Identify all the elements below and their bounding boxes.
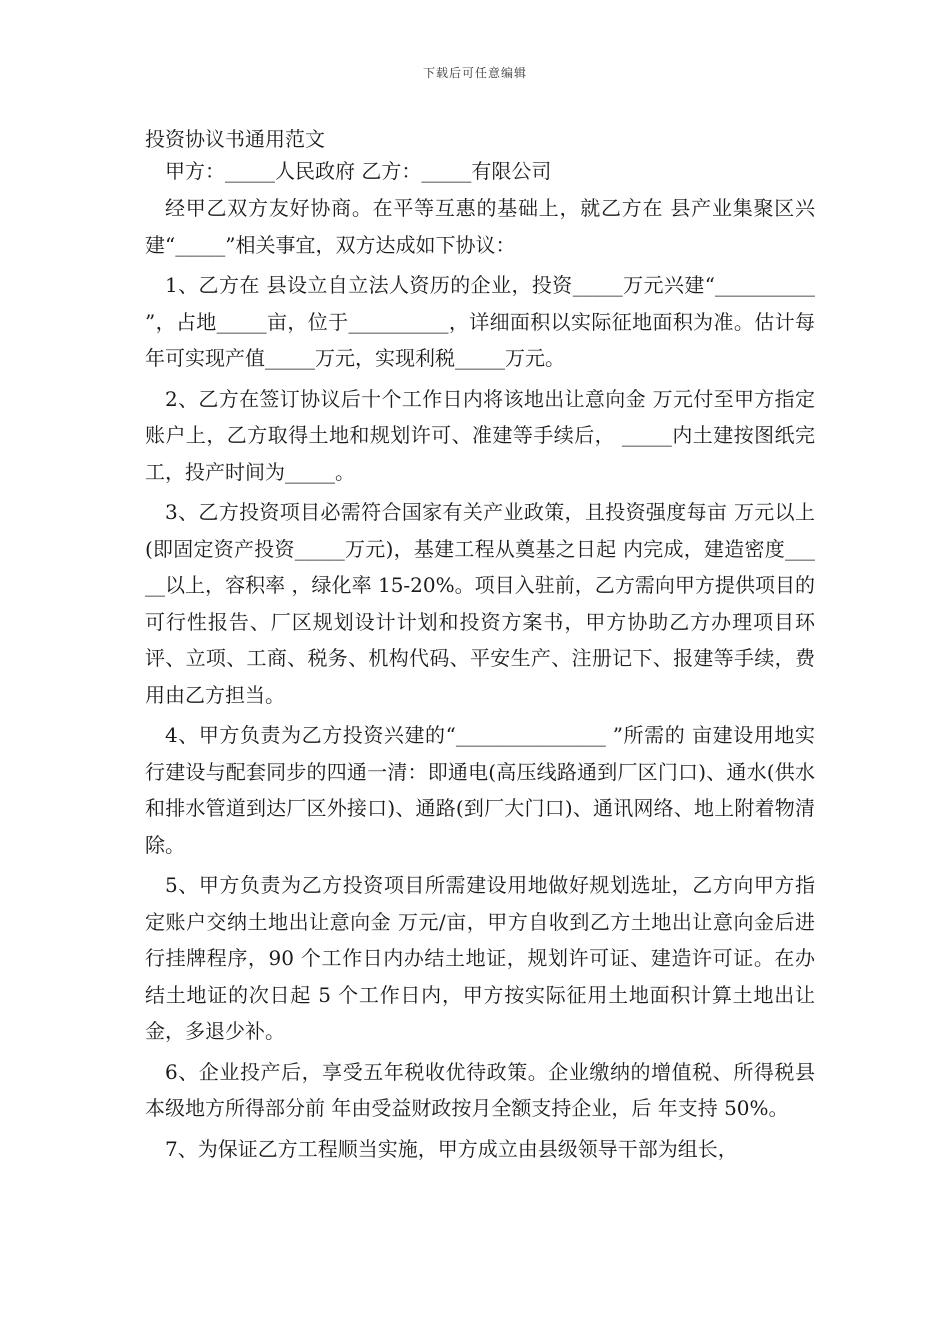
paragraph-clause-4: 4、甲方负责为乙方投资兴建的“_______________ ”所需的 亩建设用地实行建设与配套同步的四通一清：即通电(高压线路通到厂区门口)、通水(供水和排水管道到达厂区外接口)、通路(到厂大门口)、通讯网络、地上附着物清除。 xyxy=(145,723,815,857)
paragraph-clause-7: 7、为保证乙方工程顺当实施，甲方成立由县级领导干部为组长， xyxy=(165,1136,738,1161)
paragraph-clause-5: 5、甲方负责为乙方投资项目所需建设用地做好规划选址，乙方向甲方指定账户交纳土地出让意向金 万元/亩，甲方自收到乙方土地出让意向金后进行挂牌程序，90 个工作日内办结土地证，规划许可证、建造许可证。在办结土地证的次日起 5 个工作日内，甲方按实际征用土地面积计算土地出让金，多退少补。 xyxy=(145,873,815,1043)
parties-line: 甲方：_____人民政府 乙方：_____有限公司 xyxy=(165,159,552,183)
paragraph-clause-2: 2、乙方在签订协议后十个工作日内将该地出让意向金 万元付至甲方指定账户上，乙方取得土地和规划许可、准建等手续后， _____内土建按图纸完工，投产时间为_____。 xyxy=(145,386,815,484)
paragraph-clause-1: 1、乙方在 县设立自立法人资历的企业，投资_____万元兴建“__________ ”，占地_____亩，位于__________，详细面积以实际征地面积为准。估计每年可实现产值_____万元，实现利税_____万元。 xyxy=(145,273,815,370)
document-title: 投资协议书通用范文 xyxy=(145,127,325,151)
document-body xyxy=(145,124,815,1167)
paragraph-clause-6: 6、企业投产后，享受五年税收优待政策。企业缴纳的增值税、所得税县本级地方所得部分前 年由受益财政按月全额支持企业，后 年支持 50%。 xyxy=(145,1059,815,1120)
paragraph-clause-3: 3、乙方投资项目必需符合国家有关产业政策，且投资强度每亩 万元以上(即固定资产投资_____万元)，基建工程从奠基之日起 内完成，建造密度_____以上，容积率 ，绿化率 15-20%。项目入驻前，乙方需向甲方提供项目的可行性报告、厂区规划设计计划和投资方案书，甲方协助乙方办理项目环评、立项、工商、税务、机构代码、平安生产、注册记下、报建等手续，费用由乙方担当。 xyxy=(145,500,815,707)
paragraph-intro: 经甲乙双方友好协商。在平等互惠的基础上，就乙方在 县产业集聚区兴建“_____”相关事宜，双方达成如下协议： xyxy=(145,196,815,257)
page-header: 下载后可任意编辑 xyxy=(422,66,527,80)
